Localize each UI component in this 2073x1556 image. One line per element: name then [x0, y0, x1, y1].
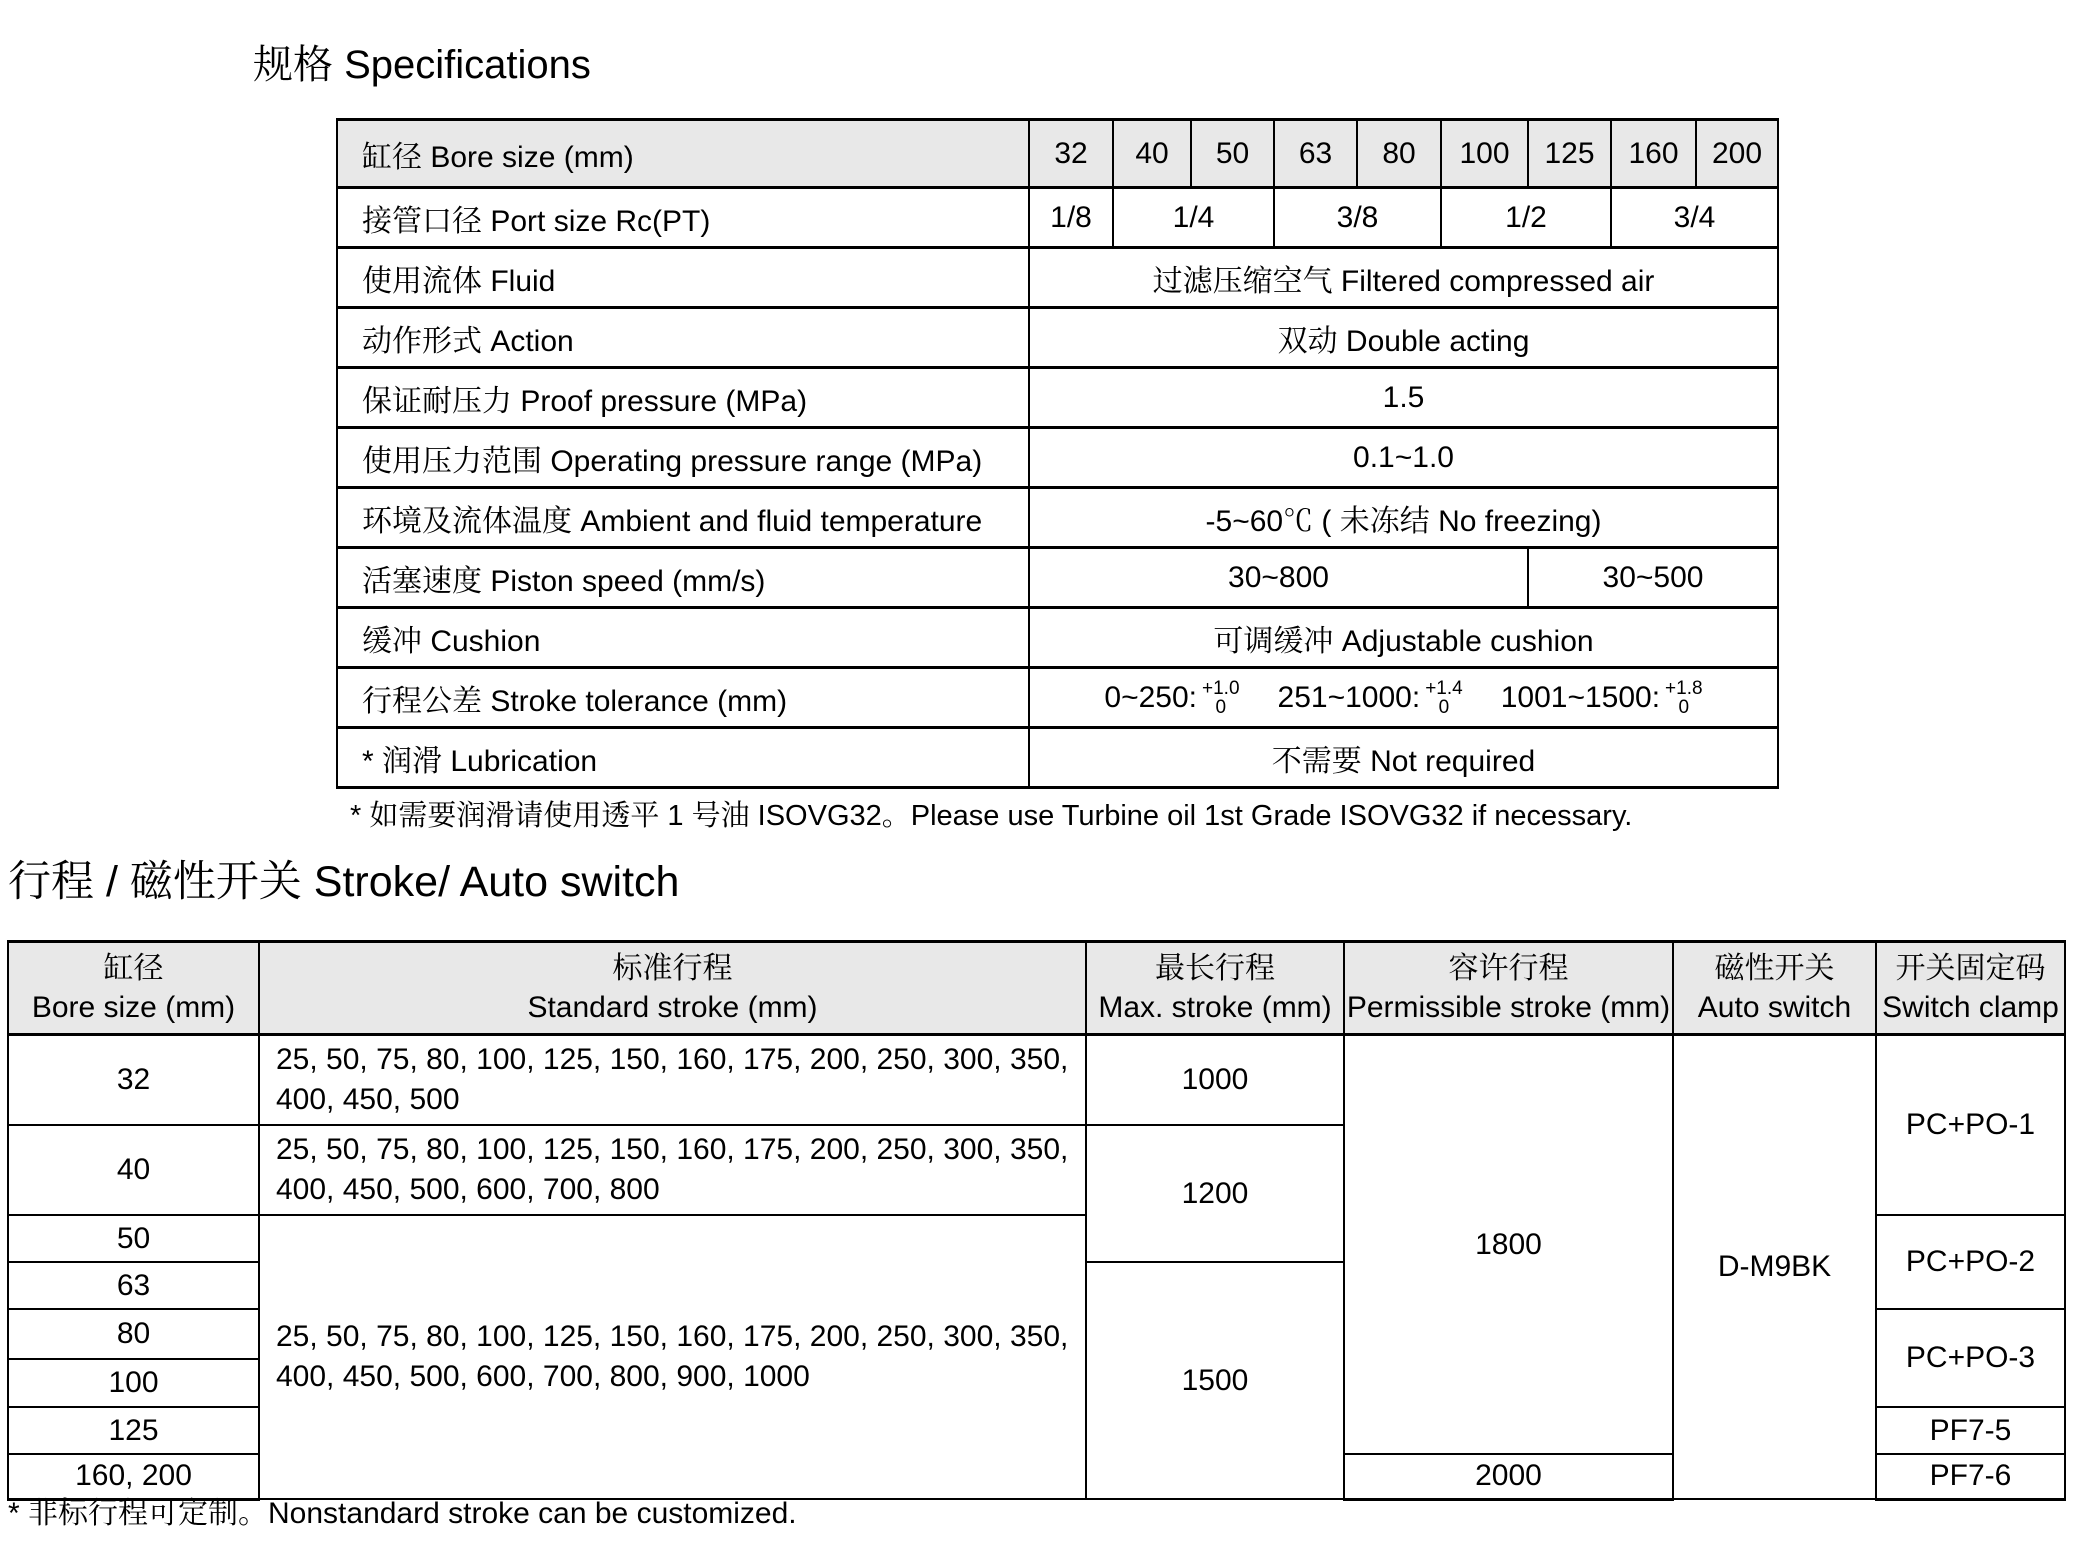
header-standard-stroke: 标准行程 Standard stroke (mm)	[259, 942, 1086, 1035]
row-bore-32	[8, 1035, 2065, 1126]
auto-switch-cell: D-M9BK	[1673, 1035, 1876, 1500]
row-lubrication	[337, 728, 1778, 788]
stroke-autoswitch-table	[7, 940, 2066, 1501]
proof-pressure-label: 保证耐压力 Proof pressure (MPa)	[337, 368, 1029, 428]
fluid-value: 过滤压缩空气 Filtered compressed air	[1029, 248, 1778, 308]
header-bore: 缸径 Bore size (mm)	[8, 942, 259, 1035]
row-cushion	[337, 608, 1778, 668]
lubrication-label: * 润滑 Lubrication	[337, 728, 1029, 788]
row-port-size	[337, 188, 1778, 248]
bore-value: 32	[1029, 120, 1113, 188]
piston-speed-left: 30~800	[1029, 548, 1528, 608]
row-proof-pressure	[337, 368, 1778, 428]
bore-value: 50	[1191, 120, 1274, 188]
standard-stroke-cell: 25, 50, 75, 80, 100, 125, 150, 160, 175, 200, 250, 300, 350, 400, 450, 500, 600, 700, 800, 900, 1000	[259, 1215, 1086, 1499]
specifications-table	[336, 118, 1779, 789]
ambient-temp-value: -5~60℃ ( 未冻结 No freezing)	[1029, 488, 1778, 548]
port-value: 1/2	[1441, 188, 1611, 248]
tolerance-sub: 0	[1215, 696, 1227, 718]
stroke-table-header	[8, 942, 2065, 1035]
header-max-stroke: 最长行程 Max. stroke (mm)	[1086, 942, 1344, 1035]
lubrication-value: 不需要 Not required	[1029, 728, 1778, 788]
bore-cell: 100	[8, 1359, 259, 1407]
bore-cell: 63	[8, 1262, 259, 1309]
row-bore-size	[337, 120, 1778, 188]
bore-value: 63	[1274, 120, 1357, 188]
row-ambient-temp	[337, 488, 1778, 548]
bore-cell: 125	[8, 1407, 259, 1454]
header-switch-clamp: 开关固定码 Switch clamp	[1876, 942, 2065, 1035]
tolerance-sup: +1.0	[1202, 677, 1240, 699]
tolerance-sub: 0	[1678, 696, 1690, 718]
max-stroke-cell: 1000	[1086, 1035, 1344, 1126]
port-size-label: 接管口径 Port size Rc(PT)	[337, 188, 1029, 248]
port-value: 3/4	[1611, 188, 1778, 248]
row-stroke-tolerance	[337, 668, 1778, 728]
stroke-tolerance-label: 行程公差 Stroke tolerance (mm)	[337, 668, 1029, 728]
cushion-value: 可调缓冲 Adjustable cushion	[1029, 608, 1778, 668]
bore-cell: 50	[8, 1215, 259, 1262]
switch-clamp-cell: PF7-6	[1876, 1454, 2065, 1499]
fluid-label: 使用流体 Fluid	[337, 248, 1029, 308]
bore-size-label: 缸径 Bore size (mm)	[337, 120, 1029, 188]
bore-cell: 80	[8, 1309, 259, 1359]
bore-cell: 160, 200	[8, 1454, 259, 1499]
operating-pressure-label: 使用压力范围 Operating pressure range (MPa)	[337, 428, 1029, 488]
row-operating-pressure	[337, 428, 1778, 488]
switch-clamp-cell: PC+PO-2	[1876, 1215, 2065, 1309]
row-fluid	[337, 248, 1778, 308]
bore-cell: 40	[8, 1125, 259, 1215]
tolerance-item: 1001~1500: +1.8 0	[1500, 677, 1703, 718]
tolerance-item: 0~250: +1.0 0	[1104, 677, 1240, 718]
bore-value: 125	[1528, 120, 1611, 188]
specifications-title: 规格 Specifications	[253, 43, 591, 87]
header-auto-switch: 磁性开关 Auto switch	[1673, 942, 1876, 1035]
tolerance-sup: +1.4	[1425, 677, 1463, 699]
piston-speed-right: 30~500	[1528, 548, 1778, 608]
specifications-footnote: * 如需要润滑请使用透平 1 号油 ISOVG32。Please use Turbine oil 1st Grade ISOVG32 if necessary.	[350, 800, 1633, 832]
tolerance-sub: 0	[1438, 696, 1450, 718]
ambient-temp-label: 环境及流体温度 Ambient and fluid temperature	[337, 488, 1029, 548]
max-stroke-cell: 1500	[1086, 1262, 1344, 1499]
stroke-footnote: * 非标行程可定制。Nonstandard stroke can be customized.	[8, 1497, 797, 1530]
bore-value: 40	[1113, 120, 1191, 188]
bore-value: 160	[1611, 120, 1696, 188]
standard-stroke-cell: 25, 50, 75, 80, 100, 125, 150, 160, 175, 200, 250, 300, 350, 400, 450, 500, 600, 700, 800	[259, 1125, 1086, 1215]
bore-value: 80	[1357, 120, 1441, 188]
bore-value: 100	[1441, 120, 1528, 188]
port-value: 1/8	[1029, 188, 1113, 248]
action-label: 动作形式 Action	[337, 308, 1029, 368]
cushion-label: 缓冲 Cushion	[337, 608, 1029, 668]
row-action	[337, 308, 1778, 368]
bore-value: 200	[1696, 120, 1778, 188]
port-value: 1/4	[1113, 188, 1274, 248]
permissible-stroke-cell: 1800	[1344, 1035, 1673, 1455]
operating-pressure-value: 0.1~1.0	[1029, 428, 1778, 488]
action-value: 双动 Double acting	[1029, 308, 1778, 368]
stroke-tolerance-value	[1029, 668, 1778, 728]
port-value: 3/8	[1274, 188, 1441, 248]
switch-clamp-cell: PC+PO-3	[1876, 1309, 2065, 1407]
switch-clamp-cell: PC+PO-1	[1876, 1035, 2065, 1216]
max-stroke-cell: 1200	[1086, 1125, 1344, 1262]
stroke-autoswitch-title: 行程 / 磁性开关 Stroke/ Auto switch	[8, 858, 680, 906]
switch-clamp-cell: PF7-5	[1876, 1407, 2065, 1454]
header-permissible-stroke: 容许行程 Permissible stroke (mm)	[1344, 942, 1673, 1035]
row-piston-speed	[337, 548, 1778, 608]
piston-speed-label: 活塞速度 Piston speed (mm/s)	[337, 548, 1029, 608]
tolerance-item: 251~1000: +1.4 0	[1277, 677, 1463, 718]
tolerance-sup: +1.8	[1665, 677, 1703, 699]
permissible-stroke-cell: 2000	[1344, 1454, 1673, 1499]
proof-pressure-value: 1.5	[1029, 368, 1778, 428]
standard-stroke-cell: 25, 50, 75, 80, 100, 125, 150, 160, 175, 200, 250, 300, 350, 400, 450, 500	[259, 1035, 1086, 1126]
bore-cell: 32	[8, 1035, 259, 1126]
